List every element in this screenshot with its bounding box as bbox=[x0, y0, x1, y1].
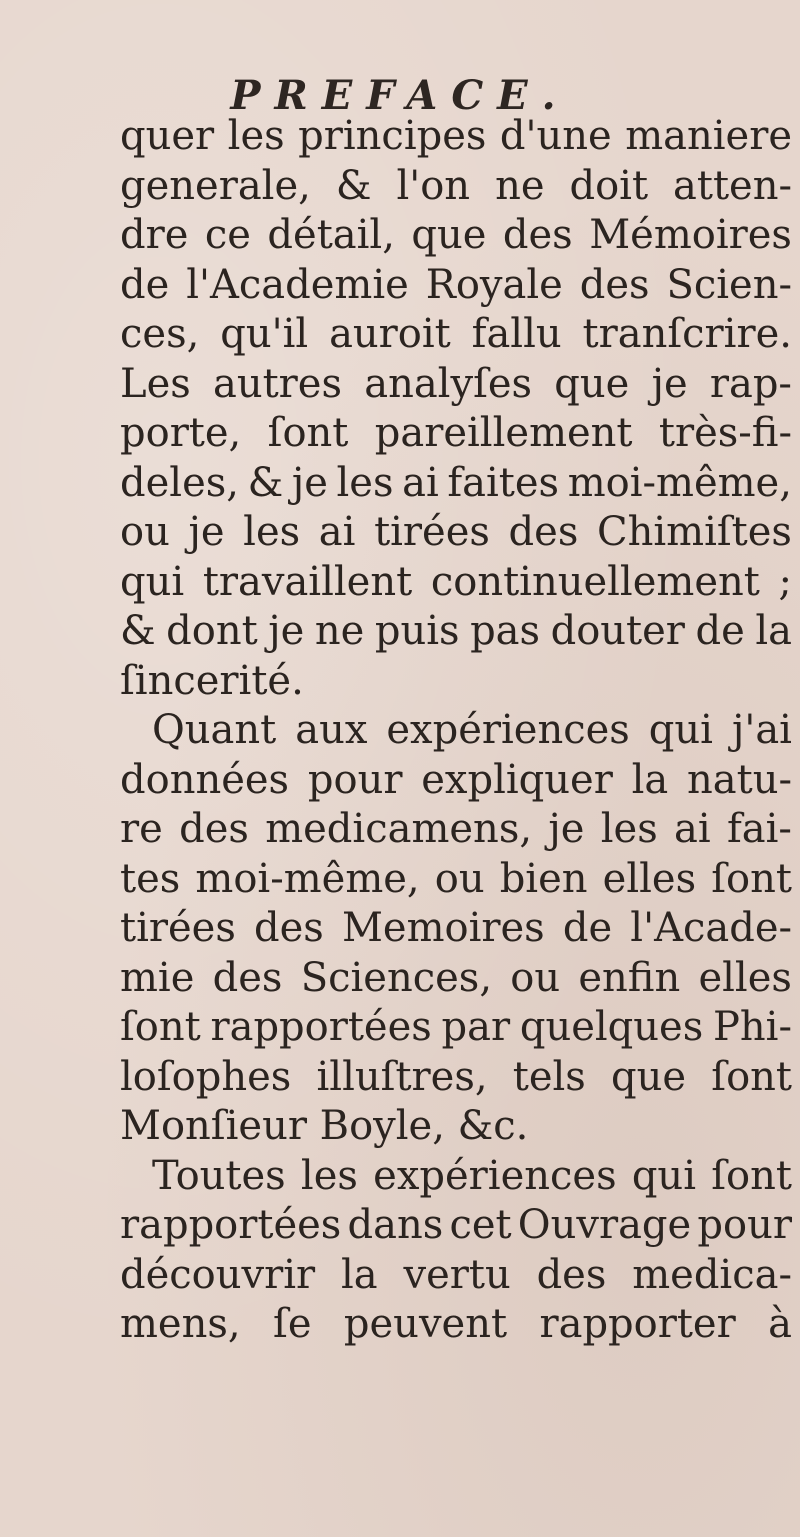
body-text bbox=[120, 112, 792, 1350]
text-line: qui travaillent continuellement ; bbox=[120, 558, 792, 605]
text-line: mens, ſe peuvent rapporter à bbox=[120, 1301, 792, 1347]
text-line: tirées des Memoires de l'Acade- bbox=[120, 905, 792, 951]
text-line: quer les principes d'une maniere bbox=[120, 113, 792, 159]
text-line: Les autres analyſes que je rap- bbox=[120, 360, 792, 407]
text-line: re des medicamens, je les ai fai- bbox=[120, 806, 792, 852]
text-line: generale, & l'on ne doit atten- bbox=[120, 162, 792, 209]
text-line: ſont rapportées par quelques Phi- bbox=[120, 1004, 792, 1050]
text-line: Toutes les expériences qui ſont bbox=[152, 1152, 792, 1199]
text-line: loſophes illuſtres, tels que ſont bbox=[120, 1053, 792, 1100]
text-line: porte, ſont pareillement très-fi- bbox=[120, 410, 792, 456]
text-line: mie des Sciences, ou enfin elles bbox=[120, 954, 792, 1001]
text-line: Quant aux expériences qui j'ai bbox=[152, 707, 792, 753]
text-line: tes moi-même, ou bien elles ſont bbox=[120, 855, 792, 902]
text-line: ces, qu'il auroit fallu tranſcrire. bbox=[120, 311, 792, 357]
text-line: de l'Academie Royale des Scien- bbox=[120, 261, 792, 308]
text-line: & dont je ne puis pas douter de la bbox=[120, 608, 792, 654]
running-header: PREFACE. bbox=[230, 72, 570, 119]
text-line: ou je les ai tirées des Chimiſtes bbox=[120, 509, 792, 555]
text-line: données pour expliquer la natu- bbox=[120, 756, 792, 803]
text-line: Monſieur Boyle, &c. bbox=[120, 1103, 529, 1149]
text-line: ſincerité. bbox=[120, 657, 304, 704]
text-line: découvrir la vertu des medica- bbox=[120, 1251, 792, 1298]
text-line: deles, & je les ai faites moi-même, bbox=[120, 459, 792, 506]
text-line: rapportées dans cet Ouvrage pour bbox=[120, 1202, 792, 1248]
text-line: dre ce détail, que des Mémoires bbox=[120, 212, 792, 258]
